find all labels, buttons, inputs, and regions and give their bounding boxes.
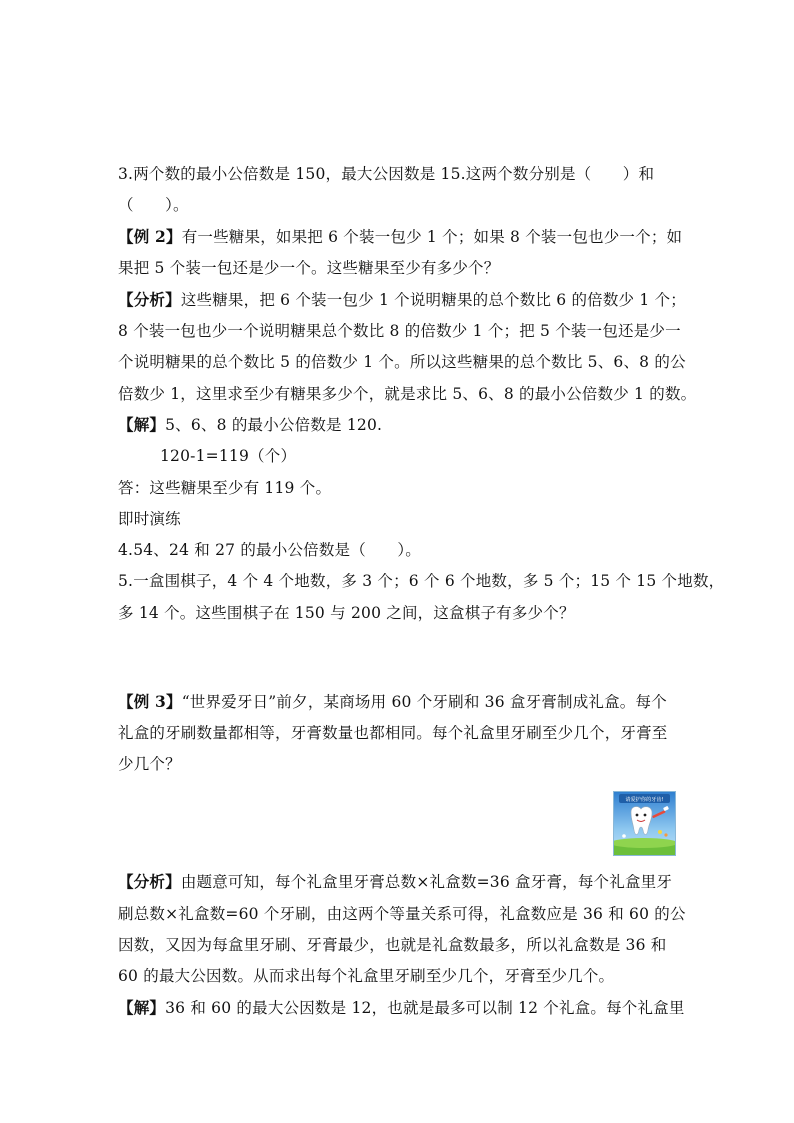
- practice-q5-line-2: 多 14 个。这些围棋子在 150 与 200 之间，这盒棋子有多少个？: [118, 604, 575, 622]
- tooth-care-poster-image: [613, 791, 676, 856]
- poster-caption: 请爱护你的牙齿!: [625, 797, 664, 803]
- example3-line-1: 【例 3】“世界爱牙日”前夕，某商场用 60 个牙刷和 36 盒牙膏制成礼盒。每个: [118, 692, 667, 711]
- practice-heading: 即时演练: [118, 510, 181, 528]
- example3-line-3: 少几个？: [118, 755, 181, 773]
- solution2-calc: 120-1=119（个）: [160, 447, 297, 465]
- example3-tag: 【例 3】: [118, 692, 182, 711]
- analysis2-tag: 【分析】: [118, 290, 181, 309]
- practice-q5-line-1: 5.一盒围棋子，4 个 4 个地数，多 3 个；6 个 6 个地数，多 5 个；15 个 15 个地数，: [118, 572, 725, 590]
- example2-tag: 【例 2】: [118, 227, 182, 246]
- analysis3-line-1: 【分析】由题意可知，每个礼盒里牙膏总数×礼盒数=36 盒牙膏，每个礼盒里牙: [118, 872, 673, 891]
- analysis3-tag: 【分析】: [118, 872, 181, 891]
- analysis3-line-2: 刷总数×礼盒数=60 个牙刷，由这两个等量关系可得，礼盒数应是 36 和 60 的公: [118, 905, 686, 923]
- analysis2-line-4: 倍数少 1，这里求至少有糖果多少个，就是求比 5、6、8 的最小公倍数少 1 的数。: [118, 385, 697, 403]
- analysis2-line-3: 个说明糖果的总个数比 5 的倍数少 1 个。所以这些糖果的总个数比 5、6、8 的公: [118, 353, 686, 371]
- tooth-mascot-icon: [614, 792, 675, 855]
- analysis3-line-4: 60 的最大公因数。从而求出每个礼盒里牙刷至少几个，牙膏至少几个。: [118, 967, 615, 985]
- example2-line-1: 【例 2】有一些糖果，如果把 6 个装一包少 1 个；如果 8 个装一包也少一个；如: [118, 227, 683, 246]
- analysis2-line-2: 8 个装一包也少一个说明糖果总个数比 8 的倍数少 1 个；把 5 个装一包还是少一: [118, 322, 681, 340]
- q3-line-2: （ ）。: [118, 196, 189, 214]
- solution2-tag: 【解】: [118, 415, 166, 434]
- solution2-answer: 答：这些糖果至少有 119 个。: [118, 479, 332, 497]
- solution3-line-1: 【解】36 和 60 的最大公因数是 12，也就是最多可以制 12 个礼盒。每个礼盒里: [118, 998, 685, 1017]
- analysis2-line-1: 【分析】这些糖果，把 6 个装一包少 1 个说明糖果的总个数比 6 的倍数少 1 个；: [118, 290, 686, 309]
- analysis3-line-3: 因数，又因为每盒里牙刷、牙膏最少，也就是礼盒数最多，所以礼盒数是 36 和: [118, 936, 667, 954]
- example2-line-2: 果把 5 个装一包还是少一个。这些糖果至少有多少个？: [118, 259, 500, 277]
- solution3-tag: 【解】: [118, 998, 166, 1017]
- q3-line-1: 3.两个数的最小公倍数是 150，最大公因数是 15.这两个数分别是（ ）和: [118, 165, 655, 183]
- practice-q4: 4.54、24 和 27 的最小公倍数是（ ）。: [118, 541, 421, 559]
- solution2-line-1: 【解】5、6、8 的最小公倍数是 120.: [118, 415, 383, 434]
- example3-line-2: 礼盒的牙刷数量都相等，牙膏数量也都相同。每个礼盒里牙刷至少几个，牙膏至: [118, 724, 668, 742]
